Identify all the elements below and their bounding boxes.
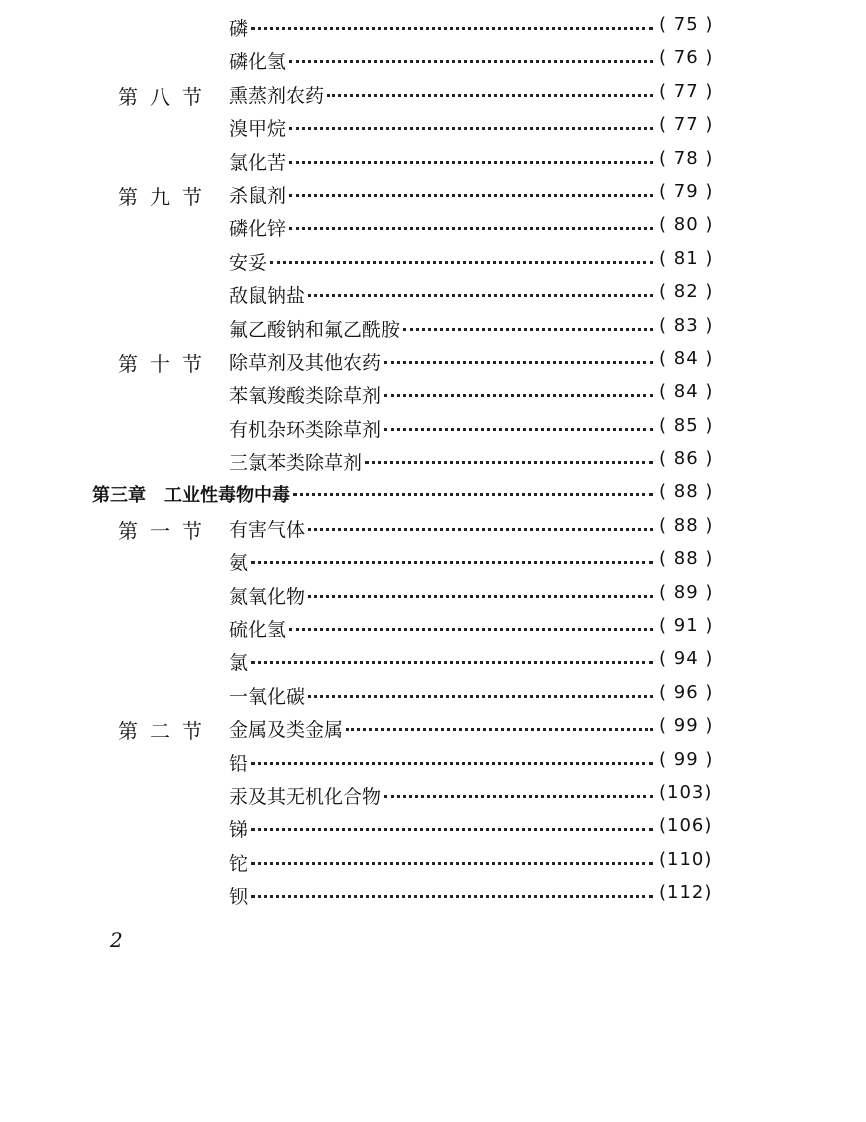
toc-entry — [0, 609, 866, 642]
entry-page-number: ( 82 ) — [659, 281, 714, 303]
entry-title: 氨 — [229, 552, 249, 575]
dot-leader — [270, 261, 653, 264]
toc-entry — [0, 175, 866, 208]
dot-leader — [308, 294, 653, 297]
entry-title: 敌鼠钠盐 — [229, 285, 306, 308]
toc-entry — [0, 509, 866, 542]
entry-page-number: ( 78 ) — [659, 147, 714, 169]
entry-page-number: ( 89 ) — [659, 581, 714, 603]
toc-entry — [0, 375, 866, 408]
dot-leader — [293, 493, 653, 496]
entry-page-number: ( 85 ) — [659, 414, 714, 436]
toc-entry — [0, 275, 866, 308]
entry-title: 锑 — [229, 819, 249, 842]
entry-title: 钡 — [229, 886, 249, 909]
toc-entry — [0, 876, 866, 909]
dot-leader — [384, 795, 653, 798]
toc-entry — [0, 709, 866, 742]
toc-entry — [0, 409, 866, 442]
toc-entry — [0, 142, 866, 175]
toc-entry — [0, 41, 866, 74]
entry-page-number: (103) — [659, 781, 713, 803]
entry-page-number: ( 88 ) — [659, 514, 714, 536]
entry-title: 氮氧化物 — [229, 585, 306, 608]
entry-title: 有机杂环类除草剂 — [229, 418, 382, 441]
entry-page-number: ( 84 ) — [659, 347, 714, 369]
dot-leader — [251, 762, 653, 765]
section-number: 第十节 — [118, 351, 214, 376]
entry-page-number: ( 81 ) — [659, 247, 714, 269]
dot-leader — [403, 328, 653, 331]
entry-title: 有害气体 — [229, 518, 306, 541]
entry-title: 除草剂及其他农药 — [229, 351, 382, 374]
toc-entry — [0, 309, 866, 342]
entry-page-number: ( 86 ) — [659, 448, 714, 470]
entry-page-number: ( 79 ) — [659, 180, 714, 202]
section-number: 第二节 — [118, 719, 214, 744]
toc-entry — [0, 75, 866, 108]
dot-leader — [289, 194, 653, 197]
section-number: 第九节 — [118, 184, 214, 209]
entry-title: 硫化氢 — [229, 619, 287, 642]
entry-title: 氯化苦 — [229, 151, 287, 174]
entry-page-number: ( 84 ) — [659, 381, 714, 403]
entry-page-number: ( 99 ) — [659, 748, 714, 770]
dot-leader — [384, 428, 653, 431]
toc-entry — [0, 108, 866, 141]
toc-entry — [0, 676, 866, 709]
entry-title: 磷 — [229, 18, 249, 40]
toc-entry — [0, 475, 866, 508]
toc-entry — [0, 208, 866, 241]
dot-leader — [251, 862, 653, 865]
entry-title: 熏蒸剂农药 — [229, 84, 325, 107]
dot-leader — [384, 394, 653, 397]
dot-leader — [346, 728, 653, 731]
dot-leader — [251, 27, 653, 30]
entry-page-number: (110) — [659, 848, 713, 870]
section-number: 第八节 — [118, 84, 214, 109]
entry-title: 一氧化碳 — [229, 685, 306, 708]
entry-title: 汞及其无机化合物 — [229, 785, 382, 808]
entry-title: 磷化锌 — [229, 218, 287, 241]
dot-leader — [384, 361, 653, 364]
dot-leader — [289, 628, 653, 631]
entry-title: 铅 — [229, 752, 249, 775]
toc-entry — [0, 342, 866, 375]
entry-page-number: (106) — [659, 815, 713, 837]
toc-entry — [0, 242, 866, 275]
entry-title: 磷化氢 — [229, 51, 287, 74]
section-number: 第一节 — [118, 518, 214, 543]
toc-entry — [0, 743, 866, 776]
entry-title: 金属及类金属 — [229, 719, 344, 742]
entry-title: 溴甲烷 — [229, 118, 287, 141]
entry-title: 氟乙酸钠和氟乙酰胺 — [229, 318, 401, 341]
dot-leader — [308, 695, 653, 698]
dot-leader — [308, 528, 653, 531]
entry-page-number: ( 88 ) — [659, 548, 714, 570]
dot-leader — [251, 561, 653, 564]
entry-title: 氯 — [229, 652, 249, 675]
toc-entry — [0, 542, 866, 575]
dot-leader — [289, 161, 653, 164]
dot-leader — [327, 94, 653, 97]
toc-entry — [0, 642, 866, 675]
entry-title: 杀鼠剂 — [229, 184, 287, 207]
toc-entry — [0, 843, 866, 876]
dot-leader — [251, 661, 653, 664]
toc-entry — [0, 776, 866, 809]
entry-page-number: ( 77 ) — [659, 80, 714, 102]
entry-page-number: (112) — [659, 882, 713, 904]
entry-title: 苯氧羧酸类除草剂 — [229, 385, 382, 408]
page-number: 2 — [110, 928, 123, 952]
toc-entry — [0, 576, 866, 609]
toc-entry — [0, 8, 866, 41]
entry-title: 安妥 — [229, 251, 268, 274]
dot-leader — [365, 461, 653, 464]
entry-title: 三氯苯类除草剂 — [229, 452, 363, 475]
entry-page-number: ( 94 ) — [659, 648, 714, 670]
dot-leader — [289, 60, 653, 63]
toc-entry — [0, 809, 866, 842]
dot-leader — [251, 895, 653, 898]
entry-page-number: ( 83 ) — [659, 314, 714, 336]
entry-title: 铊 — [229, 852, 249, 875]
entry-page-number: ( 88 ) — [659, 481, 714, 503]
table-of-contents — [0, 8, 866, 910]
dot-leader — [289, 227, 653, 230]
dot-leader — [308, 595, 653, 598]
entry-page-number: ( 80 ) — [659, 214, 714, 236]
entry-title: 第三章 工业性毒物中毒 — [92, 485, 290, 507]
entry-page-number: ( 76 ) — [659, 47, 714, 69]
entry-page-number: ( 96 ) — [659, 681, 714, 703]
dot-leader — [251, 828, 653, 831]
entry-page-number: ( 99 ) — [659, 715, 714, 737]
dot-leader — [289, 127, 653, 130]
entry-page-number: ( 77 ) — [659, 114, 714, 136]
toc-entry — [0, 442, 866, 475]
entry-page-number: ( 91 ) — [659, 615, 714, 637]
entry-page-number: ( 75 ) — [659, 14, 714, 35]
